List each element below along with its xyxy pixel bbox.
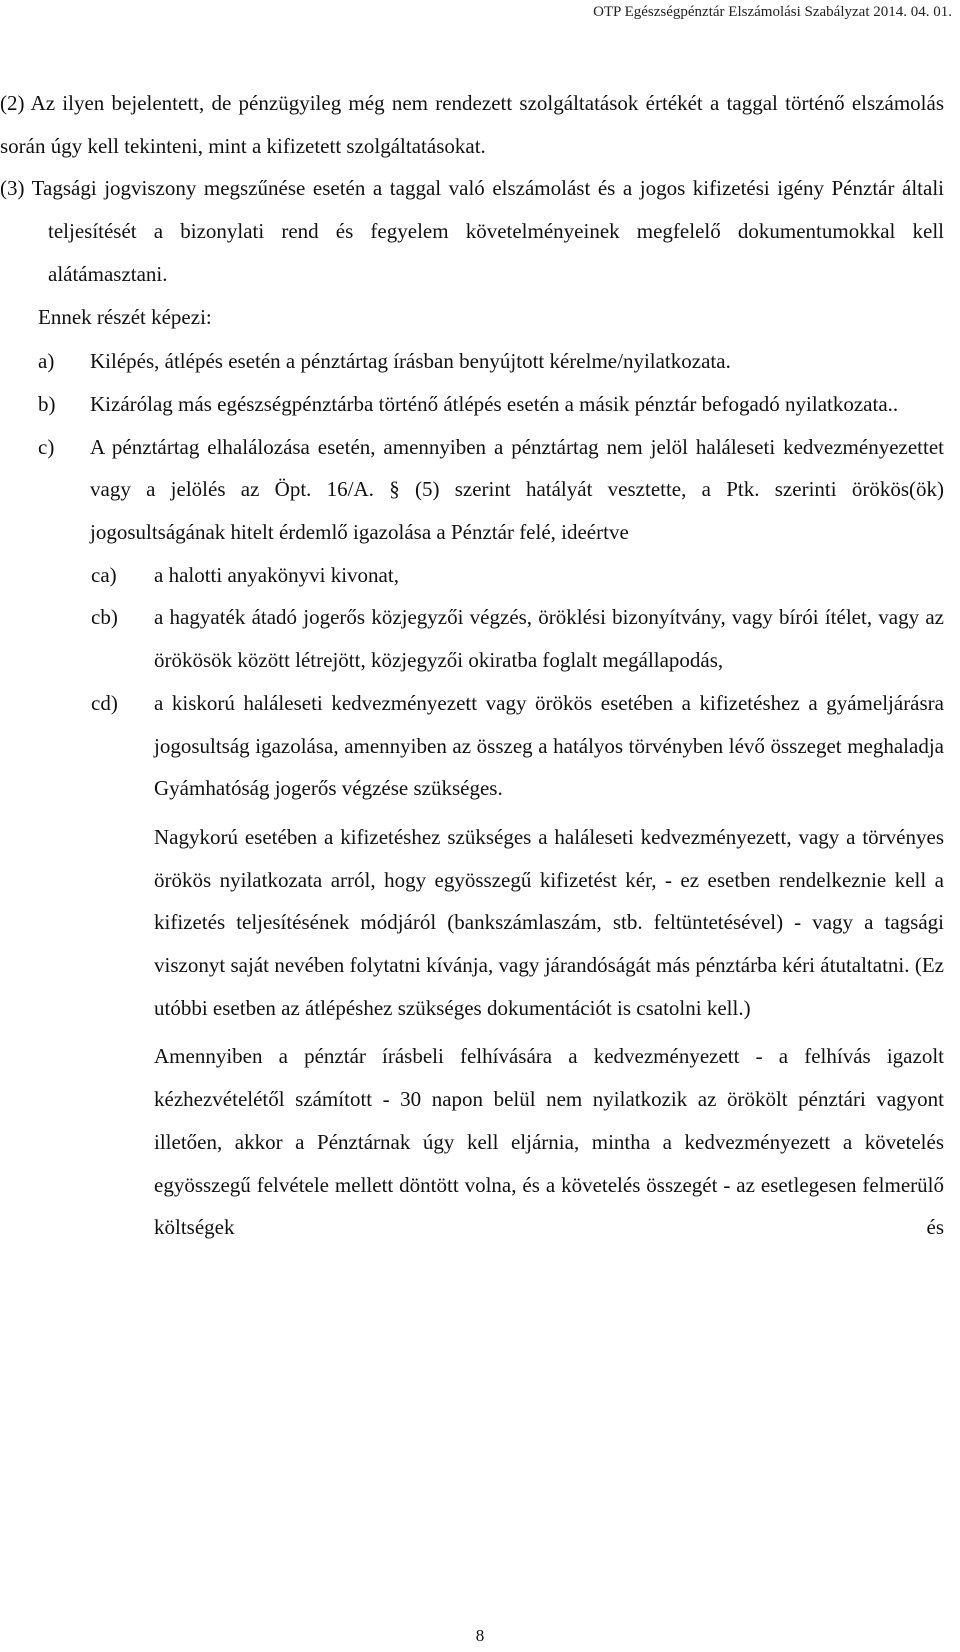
list-label-a: a) (38, 349, 55, 374)
sublist-text-cd: a kiskorú haláleseti kedvezményezett vagy örökös esetében a kifizetéshez a gyámeljárásra jogosultság igazolása, amennyiben az összeg a hatályos törvényben lévő összeget meghaladja Gyámhatóság jogerős végzése szükséges. (154, 690, 944, 801)
list-label-c: c) (38, 434, 55, 459)
paragraph-nagykoru: Nagykorú esetében a kifizetéshez szükséges a haláleseti kedvezményezett, vagy a törvényes örökös nyilatkozata arról, hogy egyösszegű kifizetést kér, - ez esetben rendelkeznie kell a kifizetés teljesítésének módjáról (bankszámlaszám, stb. feltüntetésével) - vagy a tagsági viszonyt saját nevében folytatni kívánja, vagy járandóságát más pénztárba kéri átutaltatni. (Ez utóbbi esetben az átlépéshez szükséges dokumentációt is csatolni kell.) (154, 824, 944, 1020)
sublist-item-cd (0, 682, 944, 810)
sublist-label-cb: cb) (91, 605, 118, 630)
sublist-label-ca: ca) (91, 562, 117, 587)
paragraph-3: (3) Tagsági jogviszony megszűnése esetén a taggal való elszámolást és a jogos kifizetési igény Pénztár általi teljesítését a bizonylati rend és fegyelem követelményeinek megfelelő dokumentumokkal kell alátámasztani. (0, 176, 944, 286)
list-item-b (0, 383, 944, 426)
sublist-item-cb (0, 596, 944, 681)
sublist-item-ca (0, 554, 944, 597)
list-item-a (0, 340, 944, 383)
document-body (0, 82, 944, 1249)
list-intro: Ennek részét képezi: (38, 304, 212, 329)
paragraph-amennyiben: Amennyiben a pénztár írásbeli felhívására a kedvezményezett - a felhívás igazolt kézhezvételétől számított - 30 napon belül nem nyilatkozik az örökölt pénztári vagyont illetően, akkor a Pénztárnak úgy kell eljárnia, mintha a kedvezményezett a követelés egyösszegű felvétele mellett döntött volna, és a követelés összegét - az esetlegesen felmerülő költségek és (154, 1044, 944, 1240)
paragraph-2: (2) Az ilyen bejelentett, de pénzügyileg még nem rendezett szolgáltatások értékét a taggal történő elszámolás során úgy kell tekinteni, mint a kifizetett szolgáltatásokat. (0, 91, 944, 158)
sublist-label-cd: cd) (91, 690, 118, 715)
list-item-c (0, 426, 944, 554)
page-header: OTP Egészségpénztár Elszámolási Szabályzat 2014. 04. 01. (593, 4, 952, 20)
list-label-b: b) (38, 391, 56, 416)
sublist-text-cb: a hagyaték átadó jogerős közjegyzői végzés, öröklési bizonyítvány, vagy bírói ítélet, vagy az örökösök között létrejött, közjegyzői okiratba foglalt megállapodás, (154, 605, 944, 673)
list-text-c: A pénztártag elhalálozása esetén, amennyiben a pénztártag nem jelöl haláleseti kedvezményezettet vagy a jelölés az Öpt. 16/A. § (5) szerint hatályát vesztette, a Ptk. szerinti örökös(ök) jogosultságának hitelt érdemlő igazolása a Pénztár felé, ideértve (90, 434, 944, 545)
sublist-text-ca: a halotti anyakönyvi kivonat, (154, 562, 399, 587)
list-text-b: Kizárólag más egészségpénztárba történő átlépés esetén a másik pénztár befogadó nyilatkozata.. (90, 391, 899, 416)
page-number: 8 (475, 1626, 485, 1645)
list-text-a: Kilépés, átlépés esetén a pénztártag írásban benyújtott kérelme/nyilatkozata. (90, 349, 731, 374)
